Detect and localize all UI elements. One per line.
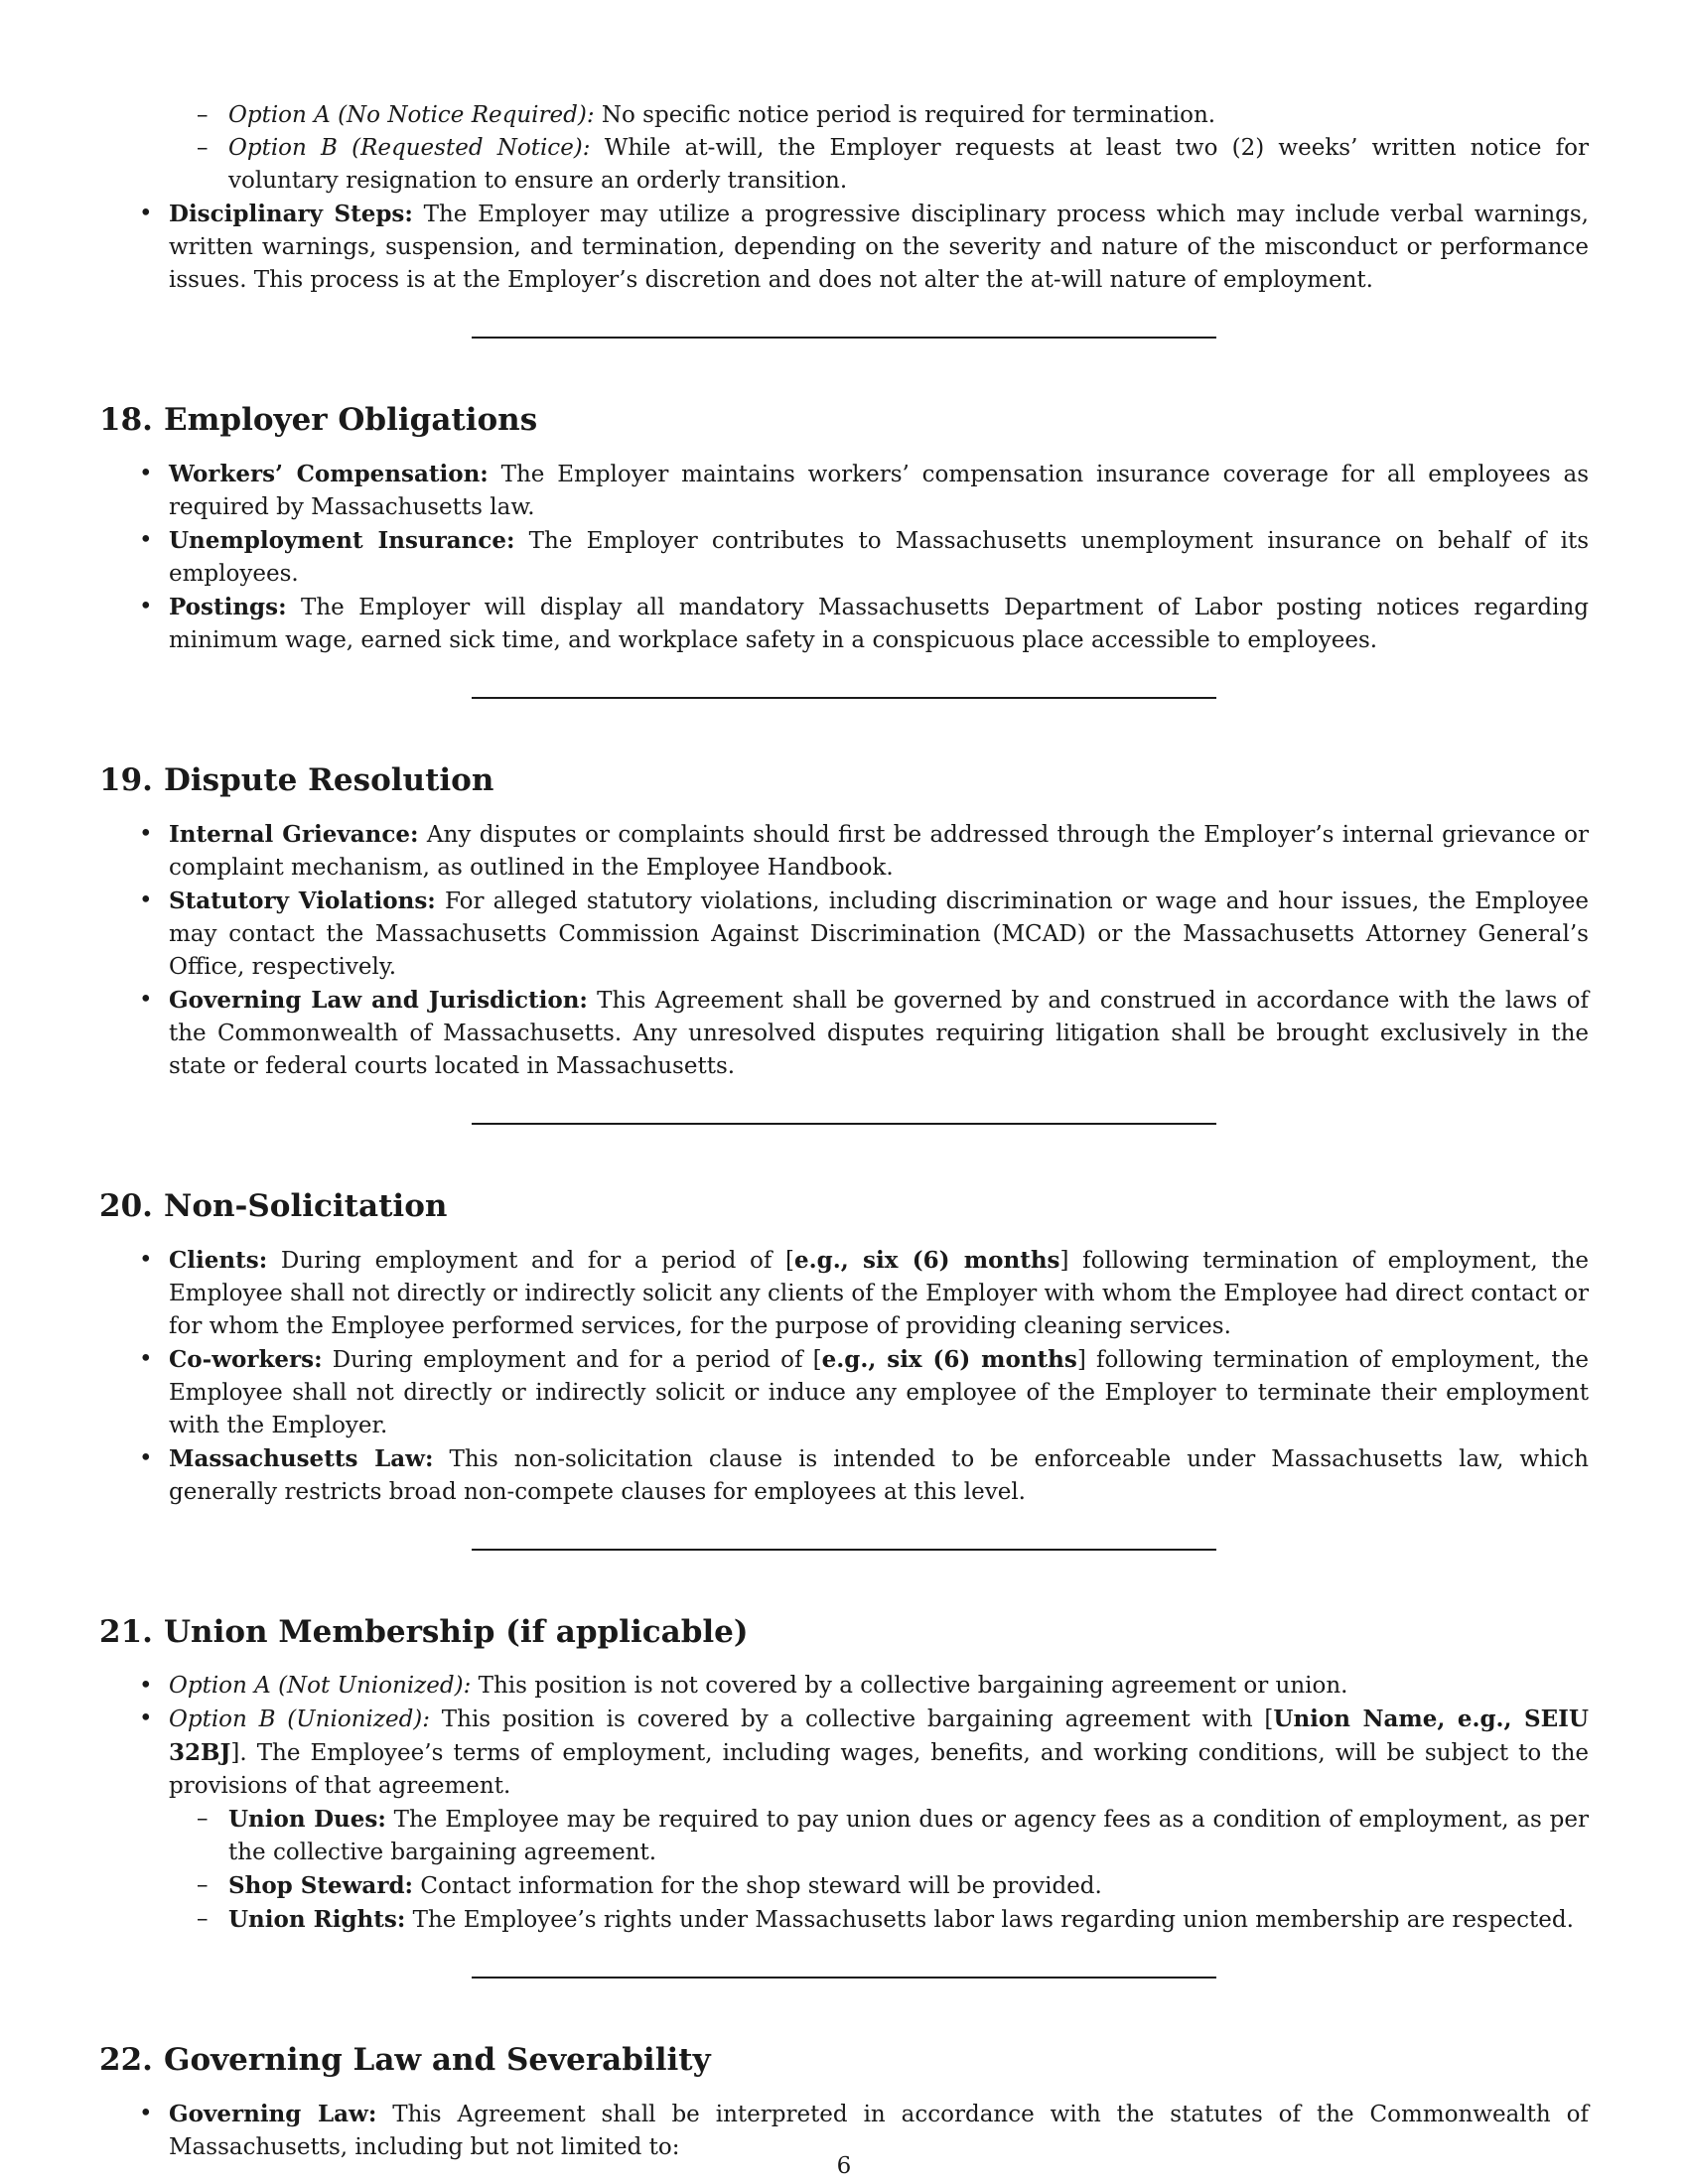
item-label: Workers’ Compensation: — [169, 461, 489, 487]
option-label: Option A (No Notice Required): — [228, 102, 595, 128]
option-a-item — [99, 99, 1589, 132]
item-label: Clients: — [169, 1247, 268, 1274]
item-text: For alleged statutory violations, including discrimination or wage and hour issues, the Employee may contact the Massachusetts Commission Against Discrimination (MCAD) or the Massachusetts Attorney General’s Office, respectively. — [169, 888, 1589, 980]
item-text: This Agreement shall be interpreted in accordance with the statutes of the Commonwealth of Massachusetts, including but not limited to: — [169, 2102, 1589, 2160]
item-label: Massachusetts Law: — [169, 1445, 434, 1472]
item-text: ] following termination of employment, the Employee shall not directly or indirectly solicit any clients of the Employer with whom the Employee had direct contact or for whom the Employee performed services, for the purpose of providing cleaning services. — [169, 1248, 1589, 1339]
item-text: This Agreement shall be governed by and construed in accordance with the laws of the Commonwealth of Massachusetts. Any unresolved disputes requiring litigation shall be brought exclusively in the state or federal courts located in Massachusetts. — [169, 988, 1589, 1079]
page-number: 6 — [836, 2153, 852, 2179]
item-text: Contact information for the shop steward will be provided. — [413, 1873, 1102, 1899]
item-text: This position is covered by a collective bargaining agreement with [ — [430, 1706, 1274, 1732]
item-label: Internal Grievance: — [169, 821, 419, 848]
item-text: The Employer maintains workers’ compensation insurance coverage for all employees as required by Massachusetts law. — [169, 462, 1589, 520]
option-text: While at-will, the Employer requests at least two (2) weeks’ written notice for voluntary resignation to ensure an orderly transition. — [228, 135, 1590, 194]
item-label: Union Rights: — [228, 1906, 406, 1933]
section-divider — [472, 1977, 1216, 1979]
list-item — [99, 885, 1589, 984]
section-title: Union Membership (if applicable) — [164, 1614, 749, 1650]
option-label: Option A (Not Unionized): — [169, 1673, 472, 1699]
placeholder-value: e.g., six (6) months — [793, 1247, 1060, 1274]
section-heading-20 — [99, 1186, 1589, 1226]
section-21-list — [99, 1670, 1589, 1937]
item-text: ] following termination of employment, the Employee shall not directly or indirectly solicit or induce any employee of the Employer to terminate their employment with the Employer. — [169, 1347, 1589, 1438]
item-text: The Employee may be required to pay union dues or agency fees as a condition of employment, as per the collective bargaining agreement. — [228, 1807, 1590, 1865]
placeholder-value: Union Name, e.g., SEIU 32BJ — [169, 1706, 1589, 1766]
section-title: Non-Solicitation — [164, 1188, 448, 1224]
item-label: Statutory Violations: — [169, 887, 436, 914]
item-text: The Employer contributes to Massachusetts unemployment insurance on behalf of its employees. — [169, 528, 1589, 587]
item-label: Governing Law and Jurisdiction: — [169, 987, 588, 1014]
list-item — [99, 1442, 1589, 1509]
section-heading-22 — [99, 2040, 1589, 2080]
continuation-list — [99, 99, 1589, 297]
item-label: Governing Law: — [169, 2101, 377, 2127]
option-label: Option B (Unionized): — [169, 1706, 431, 1732]
option-b-item — [99, 132, 1589, 198]
sub-list-item — [99, 1869, 1589, 1903]
item-label: Disciplinary Steps: — [169, 201, 413, 227]
section-number: 18. — [99, 402, 153, 438]
section-heading-19 — [99, 760, 1589, 800]
item-text: ]. The Employee’s terms of employment, including wages, benefits, and working conditions, will be subject to the provisions of that agreement. — [169, 1740, 1589, 1799]
item-label: Co-workers: — [169, 1346, 323, 1373]
item-text: The Employer may utilize a progressive disciplinary process which may include verbal warnings, written warnings, suspension, and termination, depending on the severity and nature of the misconduct or performance issues. This process is at the Employer’s discretion and does not alter the at-will nature of employment. — [169, 202, 1589, 293]
sub-list-item — [99, 1803, 1589, 1869]
section-heading-18 — [99, 400, 1589, 440]
option-text: No specific notice period is required for termination. — [594, 102, 1216, 128]
section-number: 21. — [99, 1614, 153, 1650]
list-item — [99, 1670, 1589, 1703]
item-text: The Employer will display all mandatory Massachusetts Department of Labor posting notices regarding minimum wage, earned sick time, and workplace safety in a conspicuous place accessible to employees. — [169, 595, 1589, 653]
item-label: Union Dues: — [228, 1806, 386, 1833]
list-item — [99, 984, 1589, 1083]
section-20-list — [99, 1244, 1589, 1509]
section-divider — [472, 1123, 1216, 1125]
section-title: Governing Law and Severability — [164, 2042, 711, 2078]
disciplinary-steps-item — [99, 198, 1589, 297]
item-text: This non-solicitation clause is intended to be enforceable under Massachusetts law, which generally restricts broad non-compete clauses for employees at this level. — [169, 1446, 1589, 1505]
item-label: Unemployment Insurance: — [169, 527, 515, 554]
option-label: Option B (Requested Notice): — [228, 135, 591, 161]
section-title: Dispute Resolution — [164, 762, 494, 798]
item-text: This position is not covered by a collective bargaining agreement or union. — [471, 1673, 1348, 1699]
item-label: Postings: — [169, 594, 287, 620]
item-text: During employment and for a period of [ — [267, 1248, 794, 1274]
section-18-list — [99, 458, 1589, 657]
list-item — [99, 591, 1589, 657]
list-item — [99, 458, 1589, 524]
section-title: Employer Obligations — [164, 402, 538, 438]
list-item — [99, 1703, 1589, 1803]
section-divider — [472, 337, 1216, 339]
section-number: 20. — [99, 1188, 153, 1224]
list-item — [99, 1244, 1589, 1343]
list-item — [99, 818, 1589, 885]
section-number: 19. — [99, 762, 153, 798]
section-divider — [472, 697, 1216, 699]
list-item — [99, 524, 1589, 591]
section-divider — [472, 1549, 1216, 1551]
item-text: Any disputes or complaints should first be addressed through the Employer’s internal grievance or complaint mechanism, as outlined in the Employee Handbook. — [169, 822, 1589, 881]
placeholder-value: e.g., six (6) months — [821, 1346, 1077, 1373]
sub-list-item — [99, 1903, 1589, 1937]
item-text: During employment and for a period of [ — [322, 1347, 822, 1373]
document-page — [99, 99, 1589, 2164]
section-number: 22. — [99, 2042, 153, 2078]
section-19-list — [99, 818, 1589, 1083]
section-heading-21 — [99, 1612, 1589, 1652]
item-text: The Employee’s rights under Massachusetts labor laws regarding union membership are respected. — [405, 1907, 1574, 1933]
item-label: Shop Steward: — [228, 1872, 414, 1899]
list-item — [99, 1343, 1589, 1442]
